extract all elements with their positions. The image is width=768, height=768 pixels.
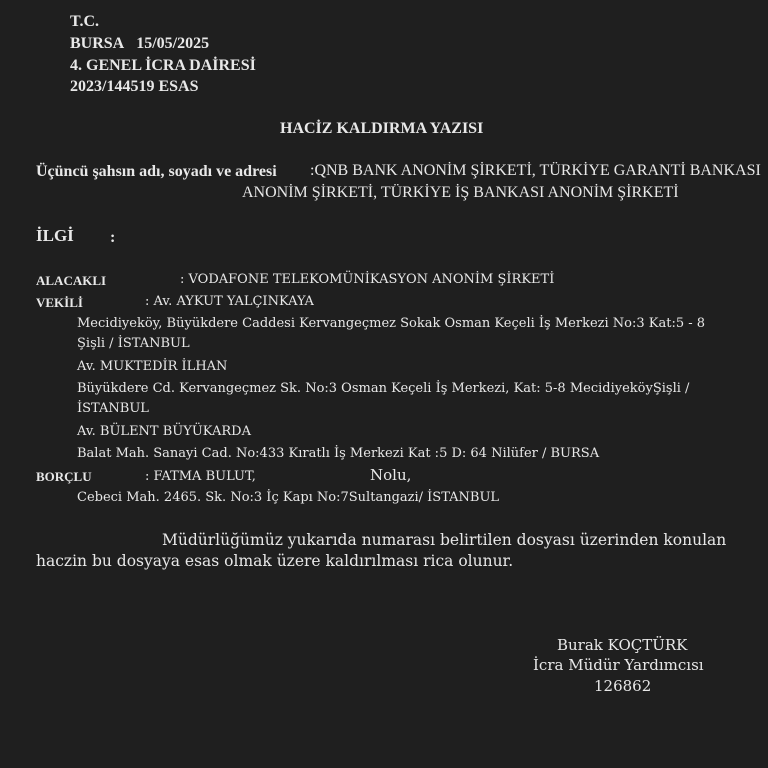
ilgi-label: İLGİ: [36, 226, 74, 245]
header-date: 15/05/2025: [136, 35, 210, 52]
vekil-line: Balat Mah. Sanayi Cad. No:433 Kıratlı İş Merkezi Kat :5 D: 64 Nilüfer / BURSA: [77, 446, 600, 461]
document-title: HACİZ KALDIRMA YAZISI: [280, 120, 484, 137]
vekil-line: Şişli / İSTANBUL: [77, 336, 190, 351]
borclu-label: BORÇLU: [36, 469, 92, 484]
header-city: BURSA: [70, 35, 125, 52]
body-line-1: Müdürlüğümüz yukarıda numarası belirtilen dosyası üzerinden konulan: [162, 531, 727, 549]
signature-name: Burak KOÇTÜRK: [557, 636, 688, 654]
ilgi-value: :: [110, 229, 116, 246]
third-party-value-1: :QNB BANK ANONİM ŞİRKETİ, TÜRKİYE GARANTİ BANKASI: [310, 162, 761, 179]
borclu-name-line: [145, 466, 411, 484]
borclu-address: Cebeci Mah. 2465. Sk. No:3 İç Kapı No:7Sultangazi/ İSTANBUL: [77, 490, 500, 505]
vekil-line: : Av. AYKUT YALÇINKAYA: [145, 294, 314, 309]
signature-title: İcra Müdür Yardımcısı: [533, 656, 704, 674]
borclu-suffix: Nolu,: [370, 466, 412, 484]
vekil-line: Av. MUKTEDİR İLHAN: [77, 359, 228, 374]
vekil-line: Büyükdere Cd. Kervangeçmez Sk. No:3 Osman Keçeli İş Merkezi, Kat: 5-8 MecidiyeköyŞişli /: [77, 381, 690, 396]
alacakli-label: ALACAKLI: [36, 273, 107, 288]
borclu-name: : FATMA BULUT,: [145, 469, 260, 484]
alacakli-value: : VODAFONE TELEKOMÜNİKASYON ANONİM ŞİRKETİ: [180, 272, 555, 287]
vekil-line: Av. BÜLENT BÜYÜKARDA: [77, 424, 251, 439]
header-case-no: 2023/144519 ESAS: [70, 78, 199, 95]
body-line-2: haczin bu dosyaya esas olmak üzere kaldırılması rica olunur.: [36, 552, 514, 570]
header-tc: T.C.: [70, 13, 100, 30]
third-party-value-2: ANONİM ŞİRKETİ, TÜRKİYE İŞ BANKASI ANONİM ŞİRKETİ: [242, 184, 679, 201]
header-office: 4. GENEL İCRA DAİRESİ: [70, 57, 256, 74]
vekil-line: İSTANBUL: [77, 401, 149, 416]
third-party-label: Üçüncü şahsın adı, soyadı ve adresi: [36, 163, 277, 180]
signature-id: 126862: [594, 677, 652, 695]
vekili-label: VEKİLİ: [36, 295, 83, 310]
header-city-date: [70, 34, 209, 54]
vekil-line: Mecidiyeköy, Büyükdere Caddesi Kervangeçmez Sokak Osman Keçeli İş Merkezi No:3 Kat:5 - 8: [77, 316, 706, 331]
